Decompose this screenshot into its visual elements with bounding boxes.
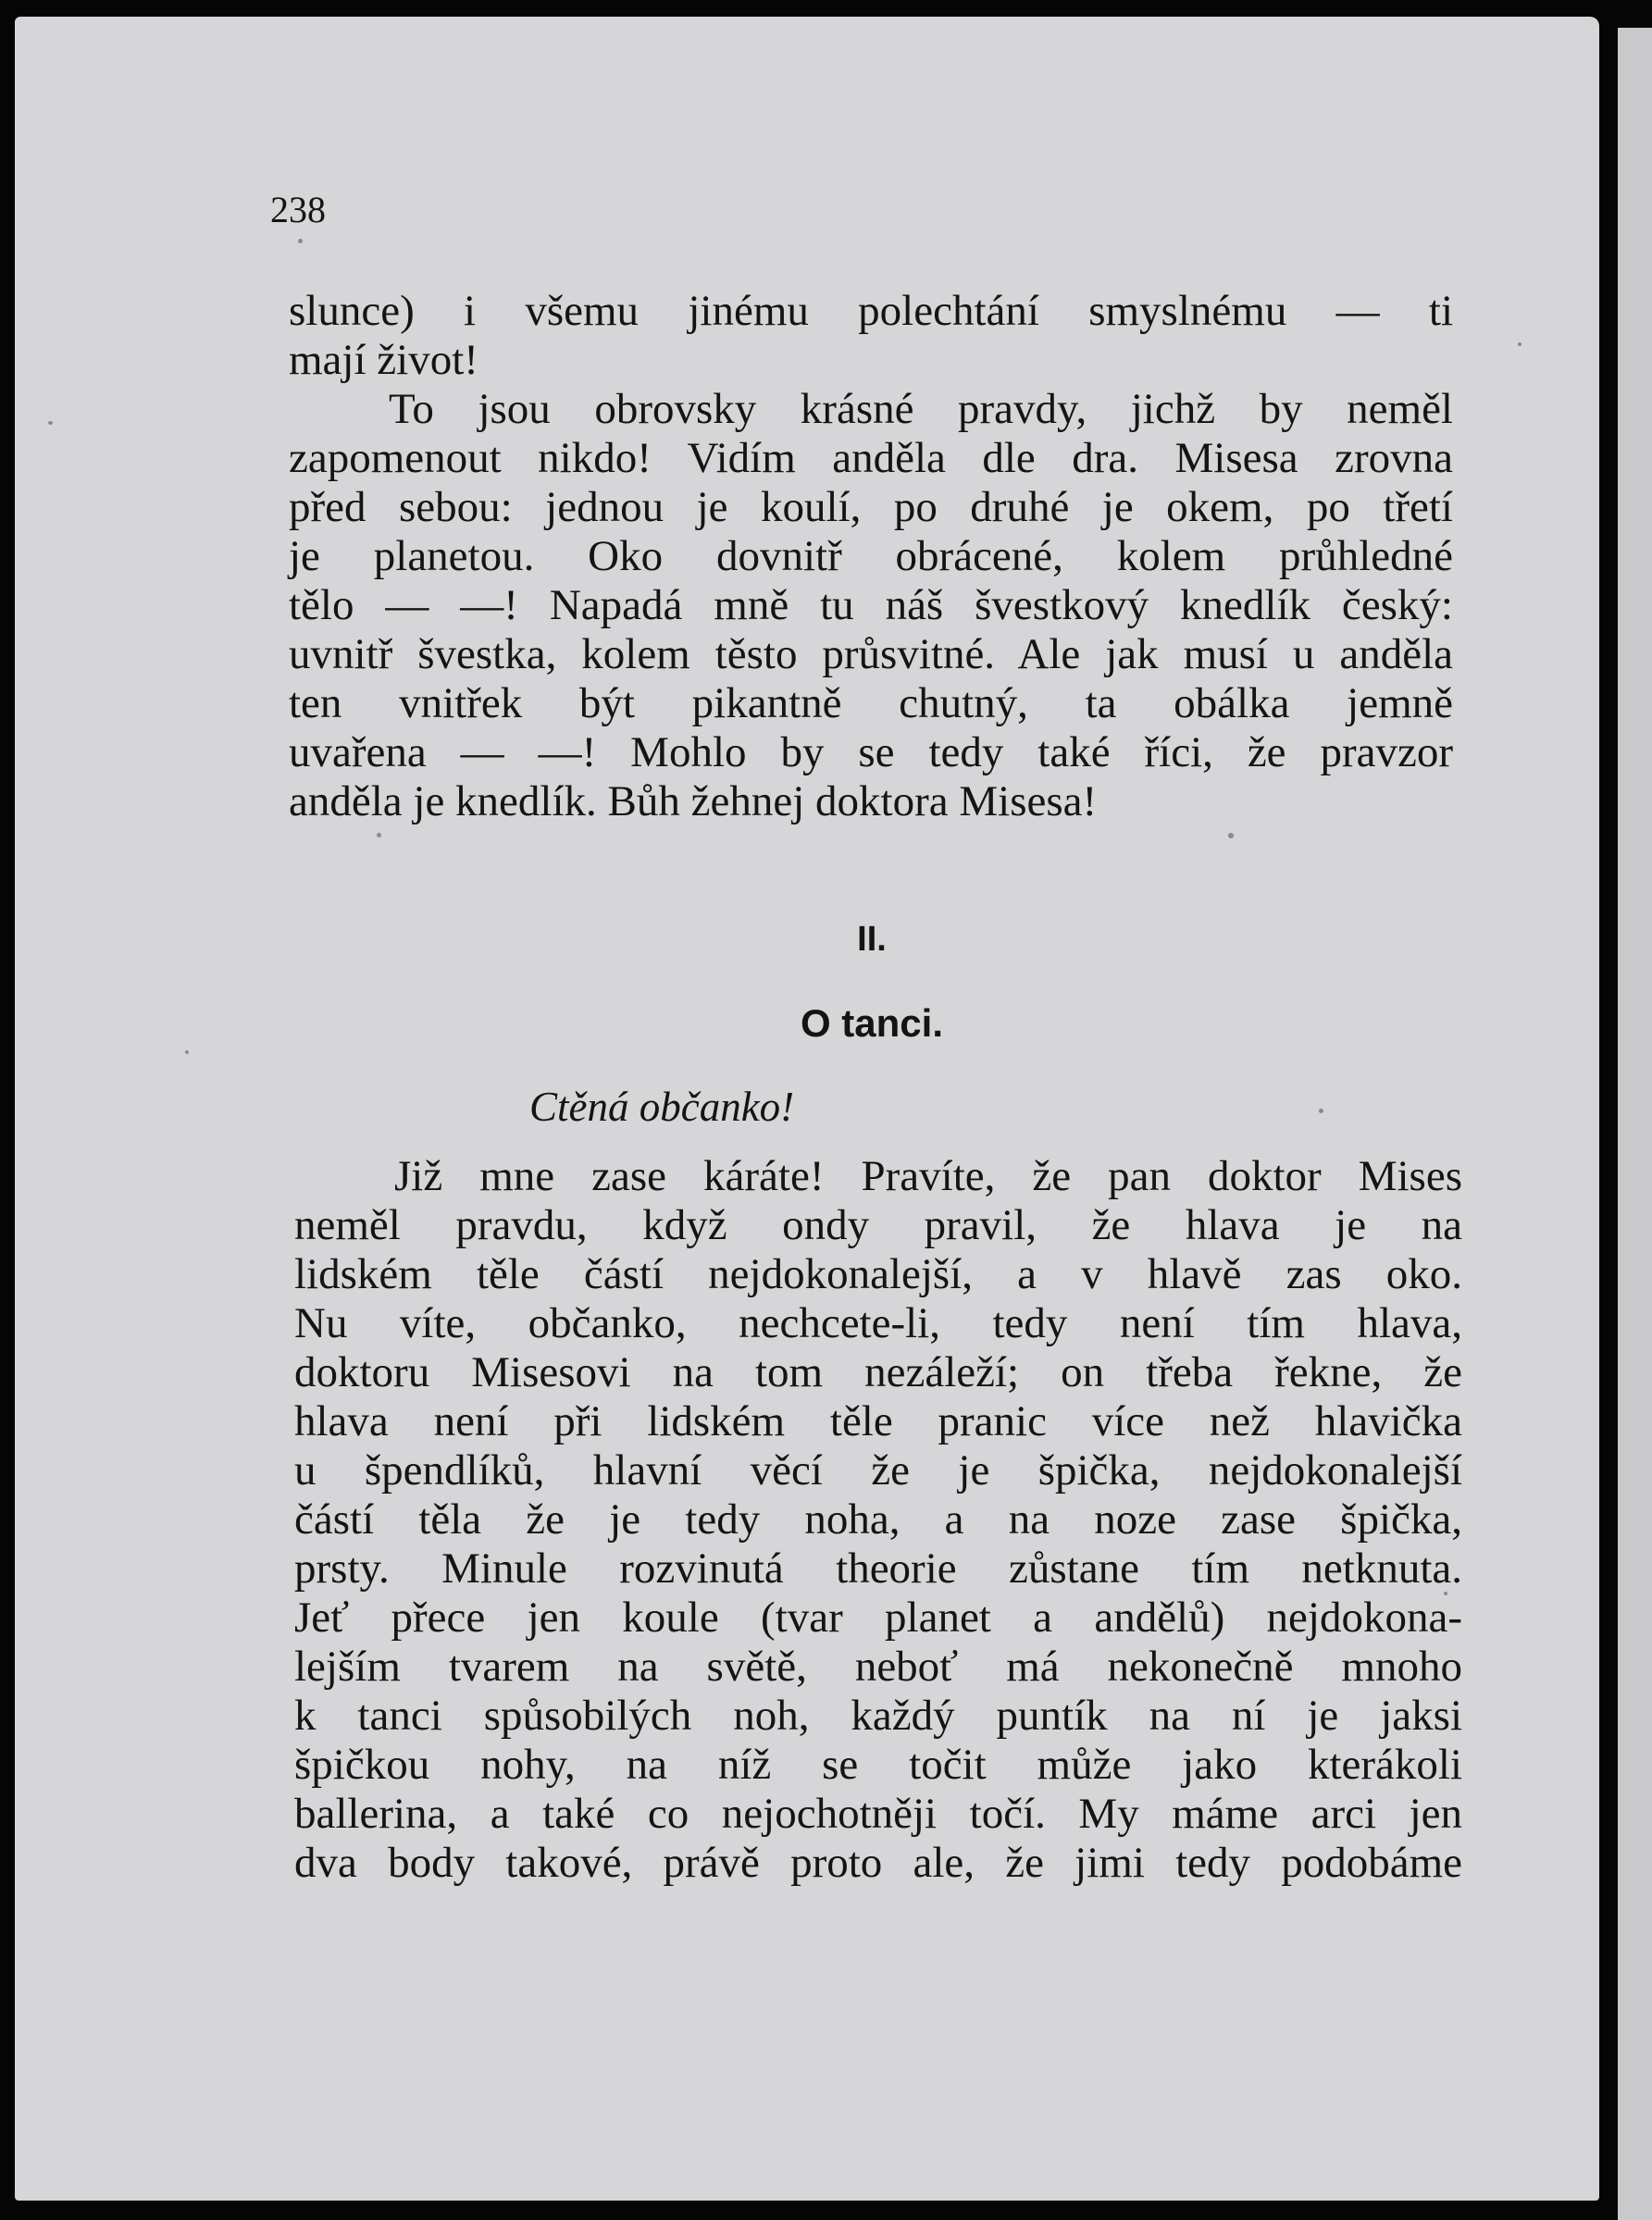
text-line: doktoru Misesovi na tom nezáleží; on třeba řekne, že bbox=[294, 1348, 1462, 1396]
text-line: zapomenout nikdo! Vidím anděla dle dra. Misesa zrovna bbox=[289, 434, 1453, 482]
paper-speck bbox=[377, 833, 381, 837]
text-line: špičkou nohy, na níž se točit může jako kterákoli bbox=[294, 1741, 1462, 1789]
text-line: ballerina, a také co nejochotněji točí. My máme arci jen bbox=[294, 1790, 1462, 1838]
text-line: hlava není při lidském těle pranic více než hlavička bbox=[294, 1397, 1462, 1445]
text-line: tělo — —! Napadá mně tu náš švestkový knedlík český: bbox=[289, 581, 1453, 629]
body-paragraph bbox=[294, 1152, 1462, 1888]
text-line: uvařena — —! Mohlo by se tedy také říci, že pravzor bbox=[289, 728, 1453, 776]
text-line: Nu víte, občanko, nechcete-li, tedy není tím hlava, bbox=[294, 1299, 1462, 1347]
text-line: Již mne zase káráte! Pravíte, že pan doktor Mises bbox=[394, 1152, 1462, 1200]
text-line: neměl pravdu, když ondy pravil, že hlava je na bbox=[294, 1201, 1462, 1249]
section-number: II. bbox=[857, 920, 887, 959]
next-page-edge bbox=[1618, 28, 1652, 2220]
text-line: lejším tvarem na světě, neboť má nekonečně mnoho bbox=[294, 1643, 1462, 1691]
text-line: mají život! bbox=[289, 336, 478, 384]
text-line: lidském těle částí nejdokonalejší, a v hlavě zas oko. bbox=[294, 1250, 1462, 1298]
salutation: Ctěná občanko! bbox=[529, 1084, 795, 1130]
text-line: prsty. Minule rozvinutá theorie zůstane tím netknuta. bbox=[294, 1544, 1462, 1593]
text-line: ten vnitřek být pikantně chutný, ta obálka jemně bbox=[289, 679, 1453, 727]
text-line: u špendlíků, hlavní věcí že je špička, nejdokonalejší bbox=[294, 1446, 1462, 1494]
paper-speck bbox=[1228, 833, 1234, 838]
paper-speck bbox=[298, 239, 303, 243]
text-line: částí těla že je tedy noha, a na noze zase špička, bbox=[294, 1495, 1462, 1544]
paper-speck bbox=[48, 421, 53, 425]
text-line: před sebou: jednou je koulí, po druhé je okem, po třetí bbox=[289, 483, 1453, 531]
text-line: k tanci spůsobilých noh, každý puntík na ní je jaksi bbox=[294, 1692, 1462, 1740]
page-number: 238 bbox=[270, 189, 326, 230]
paper-speck bbox=[185, 1050, 189, 1054]
top-paragraph bbox=[289, 287, 1453, 826]
text-line: je planetou. Oko dovnitř obrácené, kolem průhledné bbox=[289, 532, 1453, 580]
paper-speck bbox=[1319, 1109, 1323, 1113]
text-line: To jsou obrovsky krásné pravdy, jichž by neměl bbox=[389, 385, 1453, 433]
text-line: anděla je knedlík. Bůh žehnej doktora Misesa! bbox=[289, 777, 1098, 825]
text-line: Jeť přece jen koule (tvar planet a andělů) nejdokona- bbox=[294, 1594, 1462, 1642]
text-line: uvnitř švestka, kolem těsto průsvitné. Ale jak musí u anděla bbox=[289, 630, 1453, 678]
text-line: dva body takové, právě proto ale, že jimi tedy podobáme bbox=[294, 1839, 1462, 1887]
text-line: slunce) i všemu jinému polechtání smyslnému — ti bbox=[289, 287, 1453, 335]
paper-speck bbox=[1518, 342, 1522, 346]
section-title: O tanci. bbox=[800, 1001, 944, 1045]
